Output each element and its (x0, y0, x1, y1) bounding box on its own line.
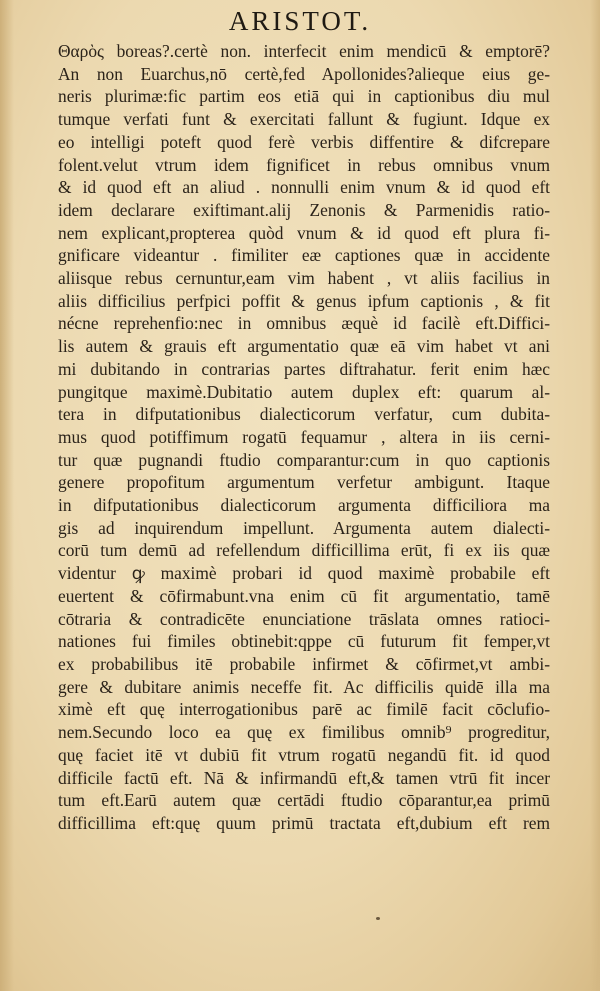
text-line: nem explicant,propterea quòd vnum & id quod eft plura fi- (58, 222, 550, 243)
text-line: lis autem & grauis eft argumentatio quæ eā vim habet vt ani (58, 336, 550, 357)
text-line: corū tum demū ad refellendum difficillima erūt, fi ex iis quæ (58, 540, 550, 561)
text-block (58, 40, 550, 835)
text-line: difficile factū eft. Nā & infirmandū eft,& tamen vtrū fit incer (58, 767, 550, 788)
text-line: tur quæ pugnandi ftudio comparantur:cum in quo captionis (58, 449, 550, 470)
text-line: tera in difputationibus dialecticorum verfatur, cum dubita- (58, 404, 550, 425)
text-line: mus quod potiffimum rogatū fequamur , altera in iis cerni- (58, 426, 550, 447)
running-head: ARISTOT. (228, 6, 372, 36)
text-line: difficillima eft:quę quum primū tractata eft,dubium eft rem (58, 812, 550, 833)
text-line: quę faciet itē vt dubiū fit vtrum rogatū negandū fit. id quod (58, 744, 550, 765)
text-line: pungitque maximè.Dubitatio autem duplex eft: quarum al- (58, 381, 550, 402)
text-line: & id quod eft an aliud . nonnulli enim vnum & id quod eft (58, 177, 550, 198)
text-line: mi dubitando in contrarias partes diftrahatur. ferit enim hæc (58, 358, 550, 379)
text-line: gere & dubitare animis neceffe fit. Ac difficilis quidē illa ma (58, 676, 550, 697)
text-line: tum eft.Earū autem quæ certādi ftudio cōparantur,ea primū (58, 790, 550, 811)
text-line: in difputationibus dialecticorum argumenta difficiliora ma (58, 495, 550, 516)
text-line: euertent & cōfirmabunt.vna enim cū fit argumentatio, tamē (58, 585, 550, 606)
text-line: ximè eft quę interrogationibus parē ac fimilē facit cōclufio- (58, 699, 550, 720)
ink-speck (376, 917, 380, 920)
text-line: nécne reprehenfio:nec in omnibus æquè id facilè eft.Diffici- (58, 313, 550, 334)
text-line: genere propofitum argumentum verfetur ambigunt. Itaque (58, 472, 550, 493)
text-line: eo intelligi poteft quod ferè verbis diffentire & difcrepare (58, 131, 550, 152)
text-line: ex probabilibus itē probabile infirmet & cōfirmet,vt ambi- (58, 653, 550, 674)
text-line: folent.velut vtrum idem fignificet in rebus omnibus vnum (58, 154, 550, 175)
text-line: Θαρὸς boreas?.certè non. interfecit enim mendicū & emptorē? (58, 41, 550, 61)
text-line: videntur ꝙ maximè probari id quod maximè probabile eft (58, 563, 550, 584)
text-line: cōtraria & contradicēte enunciatione trāslata omnes ratioci- (58, 608, 550, 629)
text-line: neris plurimæ:fic partim eos etiā qui in captionibus diu mul (58, 86, 550, 107)
text-line: aliis difficilius perfpici poffit & genus ipfum captionis , & fit (58, 290, 550, 311)
text-line: tumque verfati funt & exercitati fallunt & fugiunt. Idque ex (58, 109, 550, 130)
text-line: aliisque rebus cernuntur,eam vim habent , vt aliis facilius in (58, 268, 550, 289)
text-line: nem.Secundo loco ea quę ex fimilibus omnib⁹ progreditur, (58, 722, 550, 743)
text-line: gis ad inquirendum impellunt. Argumenta autem dialecti- (58, 517, 550, 538)
text-line: An non Euarchus,nō certè,fed Apollonides?alieque eius ge- (58, 63, 550, 84)
text-line: idem declarare exiftimant.alij Zenonis & Parmenidis ratio- (58, 199, 550, 220)
text-line: nationes fui fimiles obtinebit:qppe cū futurum fit femper,vt (58, 631, 550, 652)
page-edge-shadow-right (590, 0, 600, 991)
text-line: gnificare videantur . fimiliter eæ captiones quæ in accidente (58, 245, 550, 266)
page-edge-shadow-left (0, 0, 14, 991)
